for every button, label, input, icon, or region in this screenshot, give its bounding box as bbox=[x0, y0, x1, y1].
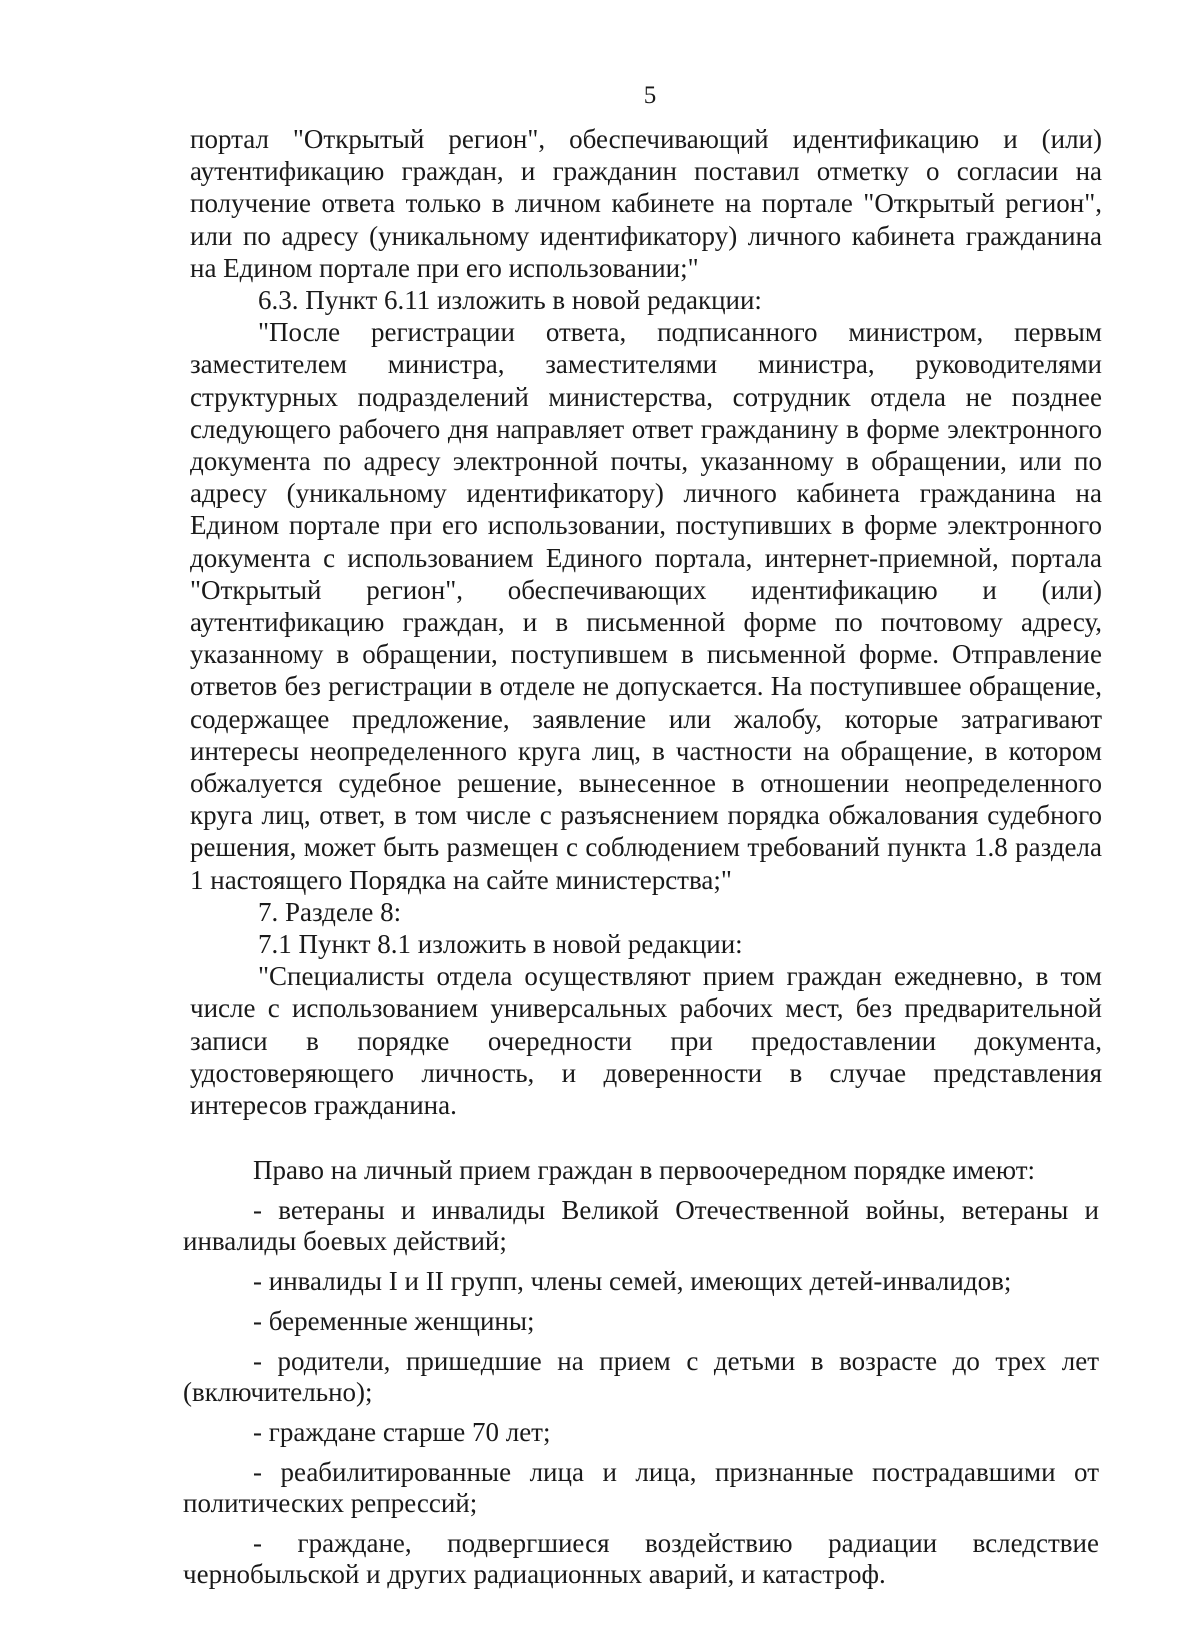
priority-item: - реабилитированные лица и лица, признанные пострадавшими от политических репрессий; bbox=[183, 1457, 1099, 1518]
paragraph-continuation: портал "Открытый регион", обеспечивающий идентификацию и (или) аутентификацию граждан, и гражданин поставил отметку о согласии на получение ответа только в личном кабинете на портале "Открытый регион", или по адресу (уникальному идентификатору) личного кабинета гражданина на Едином портале при его использовании;" bbox=[190, 124, 1102, 283]
paragraph-item-7-1: 7.1 Пункт 8.1 изложить в новой редакции: bbox=[258, 929, 743, 960]
priority-intro: Право на личный прием граждан в первоочередном порядке имеют: bbox=[253, 1155, 1036, 1185]
paragraph-section-8: 7. Разделе 8: bbox=[258, 896, 402, 927]
page-number: 5 bbox=[643, 82, 657, 109]
priority-item: - беременные женщины; bbox=[253, 1306, 535, 1336]
paragraph-item-6-3: 6.3. Пункт 6.11 изложить в новой редакции: bbox=[258, 285, 762, 316]
paragraph-new-8-1: "Специалисты отдела осуществляют прием граждан ежедневно, в том числе с использованием универсальных рабочих мест, без предварительной записи в порядке очередности при предоставлении документа, удостоверяющего личность, и доверенности в случае представления интересов гражданина. bbox=[190, 961, 1102, 1121]
paragraph-new-6-11: "После регистрации ответа, подписанного министром, первым заместителем министра, заместителями министра, руководителями структурных подразделений министерства, сотрудник отдела не позднее следующего рабочего дня направляет ответ гражданину в форме электронного документа по адресу электронной почты, указанному в обращении, или по адресу (уникальному идентификатору) личного кабинета гражданина на Едином портале при его использовании, поступивших в форме электронного документа с использованием Единого портала, интернет-приемной, портала "Открытый регион", обеспечивающих идентификацию и (или) аутентификацию граждан, и в письменной форме по почтовому адресу, указанному в обращении, поступившем в письменной форме. Отправление ответов без регистрации в отделе не допускается. На поступившее обращение, содержащее предложение, заявление или жалобу, которые затрагивают интересы неопределенного круга лиц, в частности на обращение, в котором обжалуется судебное решение, вынесенное в отношении неопределенного круга лиц, ответ, в том числе с разъяснением порядка обжалования судебного решения, может быть размещен с соблюдением требований пункта 1.8 раздела 1 настоящего Порядка на сайте министерства;" bbox=[190, 317, 1102, 895]
priority-section bbox=[183, 1155, 1099, 1590]
priority-item: - инвалиды I и II групп, члены семей, имеющих детей-инвалидов; bbox=[253, 1266, 1012, 1296]
priority-item: - граждане старше 70 лет; bbox=[253, 1417, 551, 1447]
priority-item: - родители, пришедшие на прием с детьми в возрасте до трех лет (включительно); bbox=[183, 1346, 1099, 1407]
priority-item: - ветераны и инвалиды Великой Отечественной войны, ветераны и инвалиды боевых действий; bbox=[183, 1195, 1099, 1256]
priority-item: - граждане, подвергшиеся воздействию радиации вследствие чернобыльской и других радиационных аварий, и катастроф. bbox=[183, 1528, 1099, 1589]
document-body bbox=[190, 123, 1102, 1121]
